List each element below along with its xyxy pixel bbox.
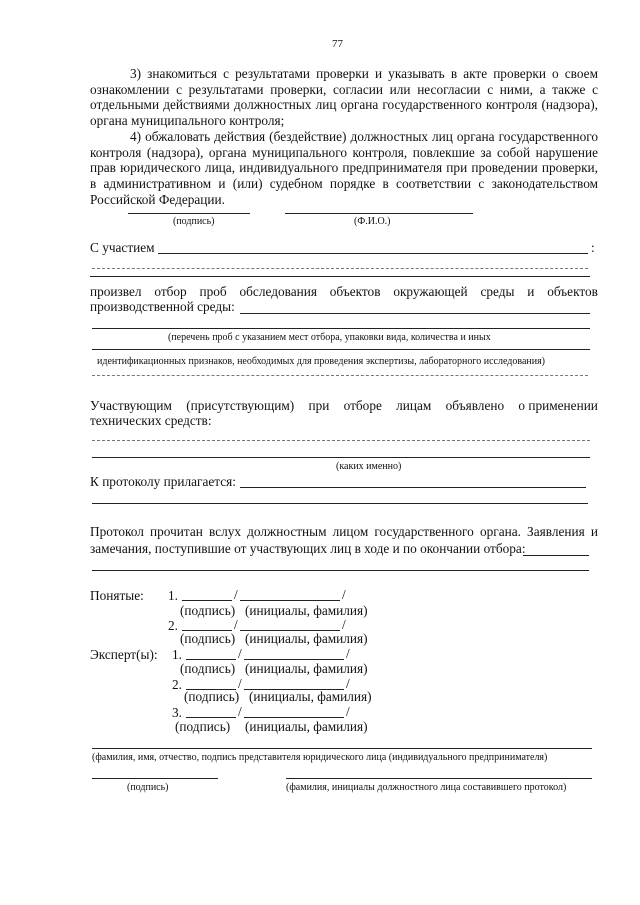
slash-2: / (346, 704, 350, 719)
remarks-field-1[interactable] (523, 555, 589, 556)
expert-signature-caption: (подпись) (180, 661, 236, 676)
protocol-word: государственного (374, 524, 474, 539)
right-item-3 (90, 66, 598, 129)
protocol-line-1 (90, 524, 598, 540)
participation-line-3[interactable] (90, 276, 590, 277)
expert-number: 3. (172, 705, 182, 720)
slash-2: / (342, 617, 346, 632)
representative-field[interactable] (92, 748, 592, 749)
signature-caption: (подпись) (173, 216, 215, 227)
protocol-word: прочитан (150, 524, 203, 539)
protocol-word: лицом (332, 524, 369, 539)
technical-word: о применении (518, 398, 598, 413)
witness-name-caption: (инициалы, фамилия) (245, 603, 368, 618)
expert-name-field[interactable] (244, 717, 344, 718)
participation-line-2[interactable] (92, 268, 588, 269)
samples-word: среды (480, 284, 515, 299)
samples-caption-1: (перечень проб с указанием мест отбора, упаковки вида, количества и иных (168, 332, 491, 343)
technical-line-1 (90, 398, 598, 414)
right-item-3-text: 3) знакомиться с результатами проверки и указывать в акте проверки о своем ознакомлении с результатами проверки, согласии или несогласии с ними, а также с отдельными действиями должностных лиц органа государственного контроля (надзора), органа муниципального контроля; (90, 66, 598, 129)
technical-word: Участвующим (90, 398, 172, 413)
protocol-word: Протокол (90, 524, 144, 539)
slash-1: / (234, 617, 238, 632)
samples-list-line-3[interactable] (92, 375, 588, 376)
signature-line[interactable] (128, 213, 250, 214)
technical-word: отборе (343, 398, 382, 413)
witness-signature-caption: (подпись) (180, 631, 236, 646)
final-signature-caption: (подпись) (127, 782, 169, 793)
samples-word: окружающей (393, 284, 468, 299)
slash-1: / (238, 676, 242, 691)
witness-number: 2. (168, 618, 178, 633)
protocol-word: должностным (247, 524, 327, 539)
samples-caption-2: идентификационных признаков, необходимых для проведения экспертизы, лабораторного исследования) (97, 356, 546, 367)
expert-signature-field[interactable] (186, 659, 236, 660)
expert-name-caption: (инициалы, фамилия) (245, 719, 368, 734)
samples-list-line-2[interactable] (92, 349, 590, 350)
expert-signature-field[interactable] (186, 717, 236, 718)
attached-field-2[interactable] (92, 503, 588, 504)
slash-1: / (238, 646, 242, 661)
slash-2: / (342, 587, 346, 602)
expert-name-caption: (инициалы, фамилия) (245, 661, 368, 676)
right-item-4-text: 4) обжаловать действия (бездействие) должностных лиц органа государственного контроля (надзора), органа муниципального контроля, повлекшие за собой нарушение прав юридического лица, индивидуального предпринимателя при проведении проверки, в административном и (или) судебном порядке в соответствии с законодательством Российской Федерации. (90, 129, 598, 207)
witnesses-label: Понятые: (90, 588, 144, 603)
technical-line-2: технических средств: (90, 413, 212, 428)
name-line[interactable] (285, 213, 473, 214)
attached-field-1[interactable] (240, 487, 586, 488)
protocol-line-2: замечания, поступившие от участвующих лиц в ходе и по окончании отбора: (90, 541, 526, 556)
witness-name-caption: (инициалы, фамилия) (245, 631, 368, 646)
expert-number: 1. (172, 647, 182, 662)
samples-line-1 (90, 284, 598, 300)
official-caption: (фамилия, инициалы должностного лица составившего протокол) (286, 782, 567, 793)
expert-name-caption: (инициалы, фамилия) (249, 689, 372, 704)
samples-word: объектов (329, 284, 381, 299)
protocol-word: и (590, 524, 598, 539)
technical-field-2[interactable] (92, 457, 590, 458)
samples-word: объектов (547, 284, 598, 299)
attached-label: К протоколу прилагается: (90, 474, 236, 489)
slash-1: / (234, 587, 238, 602)
witness-signature-caption: (подпись) (180, 603, 236, 618)
witness-name-field[interactable] (240, 600, 340, 601)
technical-word: лицам (396, 398, 432, 413)
participation-colon: : (591, 240, 595, 255)
slash-1: / (238, 704, 242, 719)
witness-signature-field[interactable] (182, 600, 232, 601)
technical-field-1[interactable] (92, 440, 590, 441)
technical-word: при (308, 398, 330, 413)
name-caption: (Ф.И.О.) (354, 216, 391, 227)
expert-number: 2. (172, 677, 182, 692)
page-number: 77 (332, 38, 343, 50)
official-name-field[interactable] (286, 778, 592, 779)
slash-2: / (346, 646, 350, 661)
protocol-word: органа. (479, 524, 521, 539)
experts-label: Эксперт(ы): (90, 647, 158, 662)
samples-word: проб (199, 284, 227, 299)
participation-label: С участием (90, 240, 155, 255)
participation-field[interactable] (158, 253, 588, 254)
remarks-field-2[interactable] (92, 570, 589, 571)
expert-signature-caption: (подпись) (175, 719, 231, 734)
samples-field[interactable] (240, 313, 590, 314)
technical-word: объявлено (445, 398, 505, 413)
samples-word: обследования (239, 284, 317, 299)
samples-word: произвел (90, 284, 142, 299)
technical-word: (присутствующим) (186, 398, 295, 413)
samples-line-2: производственной среды: (90, 299, 235, 314)
samples-word: отбор (154, 284, 187, 299)
samples-list-line-1[interactable] (92, 328, 590, 329)
technical-caption: (каких именно) (336, 461, 402, 472)
protocol-word: Заявления (527, 524, 585, 539)
representative-caption: (фамилия, имя, отчество, подпись представителя юридического лица (индивидуального предпринимателя) (92, 752, 548, 763)
final-signature-field[interactable] (92, 778, 218, 779)
slash-2: / (346, 676, 350, 691)
witness-number: 1. (168, 588, 178, 603)
expert-name-field[interactable] (244, 659, 344, 660)
right-item-4 (90, 129, 598, 208)
expert-signature-caption: (подпись) (184, 689, 240, 704)
samples-word: и (527, 284, 535, 299)
protocol-word: вслух (209, 524, 242, 539)
